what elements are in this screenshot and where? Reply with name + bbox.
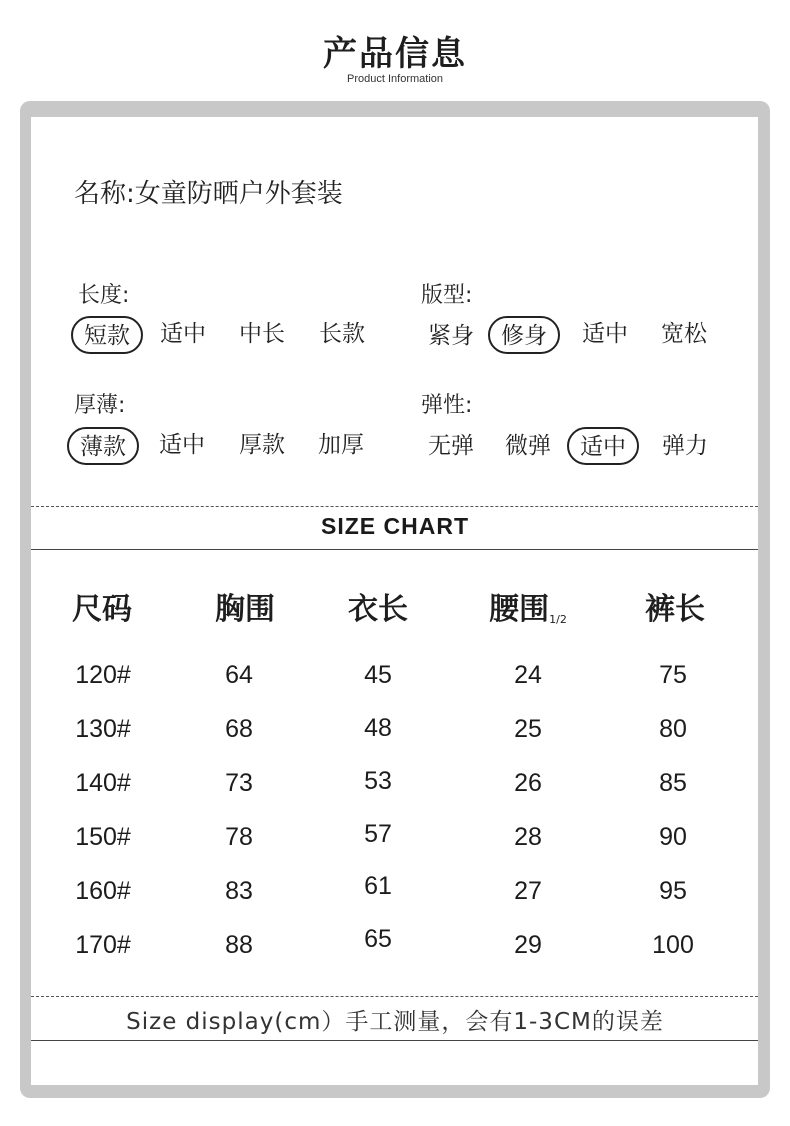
cell-top-length: 61: [364, 872, 392, 900]
cell-chest: 68: [225, 715, 253, 743]
elasticity-option-medium: 适中: [567, 427, 639, 465]
footer-note: Size display(cm）手工测量，会有1-3CM的误差: [126, 1009, 664, 1035]
page-title: 产品信息: [323, 34, 467, 74]
cell-pants-length: 75: [659, 661, 687, 689]
length-option-mid-long: 中长: [239, 321, 285, 347]
cell-size: 150#: [75, 823, 131, 851]
cell-pants-length: 95: [659, 877, 687, 905]
cell-waist: 29: [514, 931, 542, 959]
cell-pants-length: 80: [659, 715, 687, 743]
cell-top-length: 57: [364, 820, 392, 848]
cell-chest: 83: [225, 877, 253, 905]
cell-size: 170#: [75, 931, 131, 959]
header-waist-note: 1/2: [549, 613, 567, 626]
cell-top-length: 53: [364, 767, 392, 795]
product-name: 名称:女童防晒户外套装: [74, 179, 343, 209]
cell-top-length: 65: [364, 925, 392, 953]
divider-bottom-solid: [31, 1040, 758, 1041]
thickness-option-thin: 薄款: [67, 427, 139, 465]
page-header: [0, 0, 790, 100]
cell-chest: 73: [225, 769, 253, 797]
size-chart-title: SIZE CHART: [321, 513, 469, 539]
thickness-option-extra-thick: 加厚: [318, 432, 364, 458]
cell-size: 140#: [75, 769, 131, 797]
divider-chart-solid: [31, 549, 758, 550]
fit-option-regular: 适中: [582, 321, 628, 347]
cell-waist: 27: [514, 877, 542, 905]
header-chest: 胸围: [215, 592, 275, 627]
cell-waist: 26: [514, 769, 542, 797]
thickness-label: 厚薄:: [74, 393, 126, 418]
cell-pants-length: 100: [652, 931, 694, 959]
header-top-length: 衣长: [348, 592, 408, 627]
elasticity-option-stretch: 弹力: [662, 433, 708, 459]
length-option-long: 长款: [319, 321, 365, 347]
length-option-medium: 适中: [160, 321, 206, 347]
cell-chest: 64: [225, 661, 253, 689]
elasticity-label: 弹性:: [421, 393, 473, 418]
divider-top-dashed: [31, 506, 758, 507]
fit-option-slim: 修身: [488, 316, 560, 354]
cell-waist: 24: [514, 661, 542, 689]
length-option-short: 短款: [71, 316, 143, 354]
length-label: 长度:: [78, 283, 130, 308]
fit-option-tight: 紧身: [428, 323, 474, 349]
elasticity-option-slight: 微弹: [505, 433, 551, 459]
cell-chest: 88: [225, 931, 253, 959]
header-waist: [478, 584, 578, 628]
cell-chest: 78: [225, 823, 253, 851]
thickness-option-thick: 厚款: [239, 432, 285, 458]
cell-size: 120#: [75, 661, 131, 689]
header-pants-length: 裤长: [645, 592, 705, 627]
cell-size: 160#: [75, 877, 131, 905]
fit-option-loose: 宽松: [661, 321, 707, 347]
cell-top-length: 48: [364, 714, 392, 742]
elasticity-option-none: 无弹: [428, 433, 474, 459]
page-subtitle: Product Information: [347, 73, 443, 85]
fit-label: 版型:: [421, 283, 473, 308]
cell-pants-length: 90: [659, 823, 687, 851]
header-size: 尺码: [72, 592, 132, 627]
cell-pants-length: 85: [659, 769, 687, 797]
thickness-option-medium: 适中: [159, 432, 205, 458]
header-waist-label: 腰围: [489, 592, 550, 627]
cell-top-length: 45: [364, 661, 392, 689]
cell-size: 130#: [75, 715, 131, 743]
divider-bottom-dashed: [31, 996, 758, 997]
cell-waist: 28: [514, 823, 542, 851]
cell-waist: 25: [514, 715, 542, 743]
